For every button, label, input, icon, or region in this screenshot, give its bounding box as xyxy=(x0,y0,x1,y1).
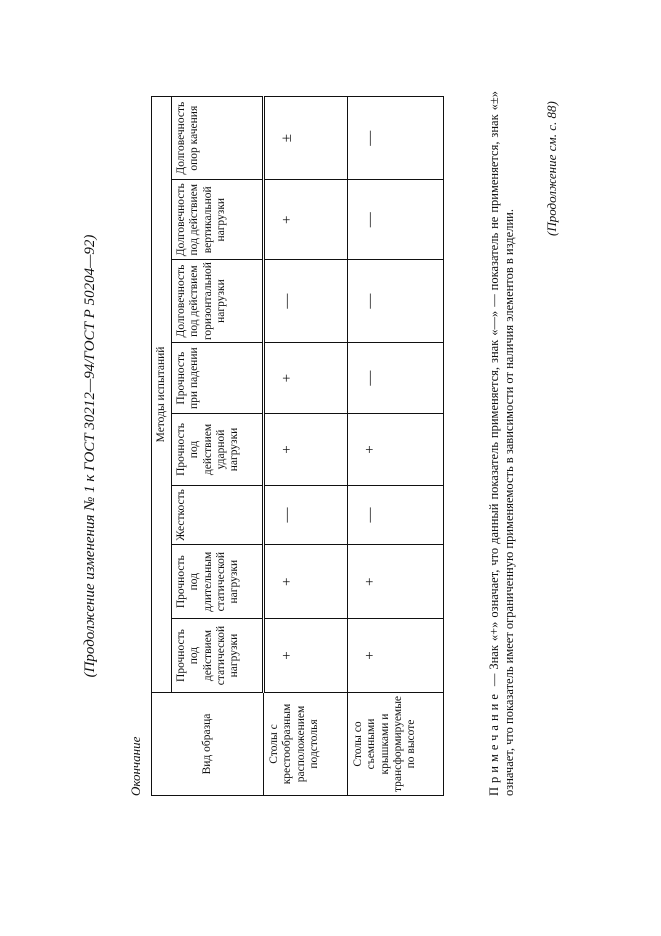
continuation-label: (Продолжение см. с. 88) xyxy=(544,101,559,236)
mark-cell: + xyxy=(264,180,348,260)
mark-cell: + xyxy=(264,619,348,693)
note-lead: Примечание xyxy=(487,690,501,796)
mark-cell: — xyxy=(264,260,348,343)
mark-cell: + xyxy=(264,343,348,414)
mark-cell: — xyxy=(348,97,444,180)
mark-cell: + xyxy=(264,545,348,619)
column-header: Прочность под действием статической нагрузки xyxy=(172,619,264,693)
column-header: Жесткость xyxy=(172,485,264,545)
page-header: (Продолжение изменения № 1 к ГОСТ 30212—94/ГОСТ Р 50204—92) xyxy=(82,234,98,678)
note-paragraph xyxy=(487,91,517,796)
column-header: Долговечность опор качения xyxy=(172,97,264,180)
mark-cell: + xyxy=(348,545,444,619)
mark-cell: + xyxy=(348,414,444,485)
methods-header: Методы испытаний xyxy=(152,97,172,693)
mark-cell: ± xyxy=(264,97,348,180)
mark-cell: — xyxy=(348,485,444,545)
mark-cell: + xyxy=(348,619,444,693)
mark-cell: — xyxy=(348,180,444,260)
note-text: — Знак «+» означает, что данный показатель применяется, знак «—» — показатель не применяется, знак «±» означает, что показатель имеет ограниченную применяемость в зависимости от наличия элементов в изделии. xyxy=(487,91,516,796)
column-header-kind: Вид образца xyxy=(152,692,264,795)
column-header: Прочность под действием ударной нагрузки xyxy=(172,414,264,485)
row-label: Столы с крестообразным расположением подстолья xyxy=(264,692,348,795)
row-label: Столы со съемными крышками и трансформируемые по высоте xyxy=(348,692,444,795)
column-header: Долговечность под действием горизонтальной нагрузки xyxy=(172,260,264,343)
mark-cell: + xyxy=(264,414,348,485)
ending-label: Окончание xyxy=(128,736,143,796)
mark-cell: — xyxy=(348,260,444,343)
table-row xyxy=(264,97,348,796)
table-row xyxy=(348,97,444,796)
column-header: Прочность под длительным статической нагрузки xyxy=(172,545,264,619)
test-methods-table xyxy=(151,96,444,796)
mark-cell: — xyxy=(348,343,444,414)
mark-cell: — xyxy=(264,485,348,545)
column-header: Прочность при падении xyxy=(172,343,264,414)
column-header: Долговечность под действием вертикальной нагрузки xyxy=(172,180,264,260)
